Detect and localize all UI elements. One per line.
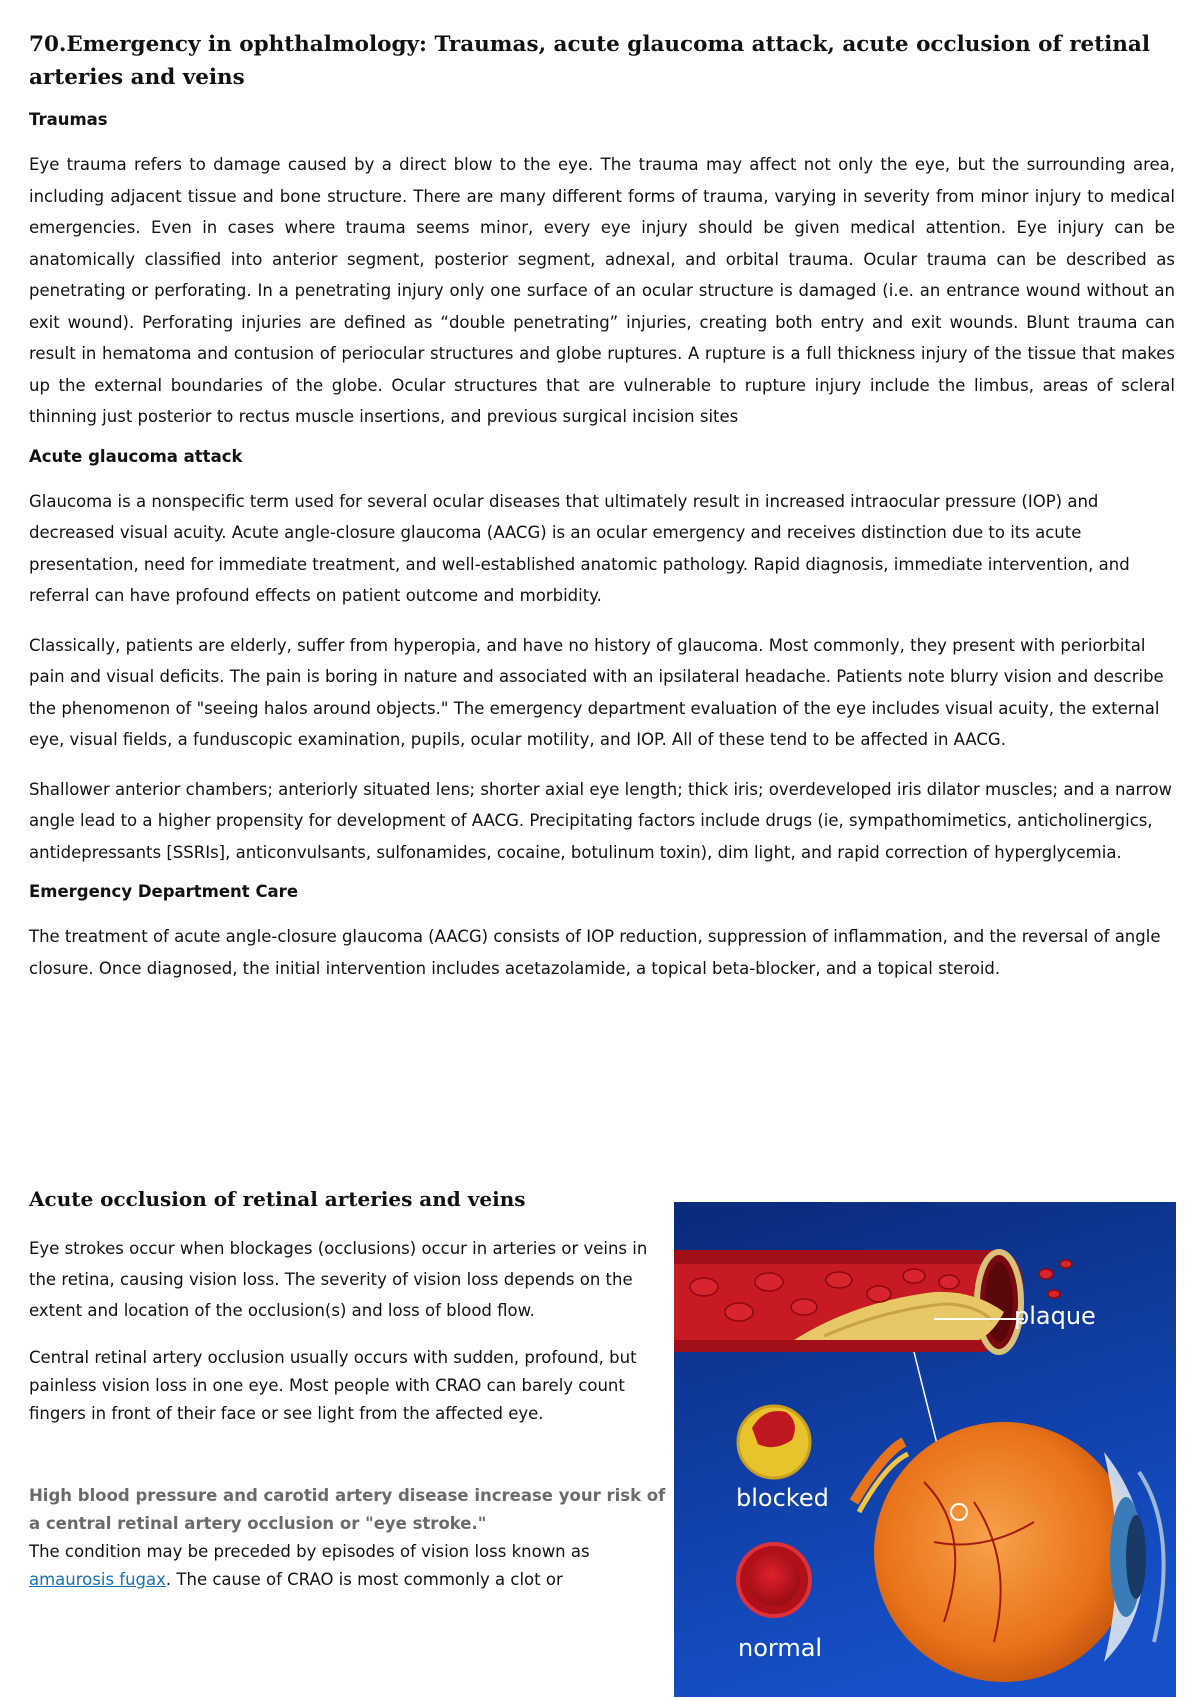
traumas-heading: Traumas <box>29 110 108 129</box>
occlusion-section <box>29 1185 669 1594</box>
blocked-vessel-icon <box>738 1406 810 1478</box>
normal-label: normal <box>738 1634 823 1662</box>
plaque-label: plaque <box>1014 1302 1096 1330</box>
normal-vessel-icon <box>738 1544 810 1616</box>
risk-highlight: High blood pressure and carotid artery disease increase your risk of a central retinal artery occlusion or "eye stroke." <box>29 1486 666 1533</box>
occlusion-paragraph-1: Eye strokes occur when blockages (occlusions) occur in arteries or veins in the retina, causing vision loss. The severity of vision loss depends on the extent and location of the occlusion(s) and loss of blood flow. <box>29 1239 648 1320</box>
glaucoma-heading: Acute glaucoma attack <box>29 446 243 466</box>
occlusion-paragraph-2: Central retinal artery occlusion usually occurs with sudden, profound, but painless vision loss in one eye. Most people with CRAO can barely count fingers in front of their face or see light from the affected eye. <box>29 1348 637 1423</box>
illustration-svg <box>674 1202 1176 1697</box>
artery-occlusion-illustration <box>674 1202 1176 1697</box>
page-title: 70.Emergency in ophthalmology: Traumas, acute glaucoma attack, acute occlusion of retinal arteries and veins <box>29 32 1151 90</box>
traumas-paragraph: Eye trauma refers to damage caused by a direct blow to the eye. The trauma may affect not only the eye, but the surrounding area, including adjacent tissue and bone structure. There are many different forms of trauma, varying in severity from minor injury to medical emergencies. Even in cases where trauma seems minor, every eye injury should be given medical attention. Eye injury can be anatomically classified into anterior segment, posterior segment, adnexal, and orbital trauma. Ocular trauma can be described as penetrating or perforating. In a penetrating injury only one surface of an ocular structure is damaged (i.e. an entrance wound without an exit wound). Perforating injuries are defined as “double penetrating” injuries, creating both entry and exit wounds. Blunt trauma can result in hematoma and contusion of periocular structures and globe ruptures. A rupture is a full thickness injury of the tissue that makes up the external boundaries of the globe. Ocular structures that are vulnerable to rupture injury include the limbus, areas of scleral thinning just posterior to rectus muscle insertions, and previous surgical incision sites <box>29 155 1175 426</box>
glaucoma-paragraph-1: Glaucoma is a nonspecific term used for several ocular diseases that ultimately result in increased intraocular pressure (IOP) and decreased visual acuity. Acute angle-closure glaucoma (AACG) is an ocular emergency and receives distinction due to its acute presentation, need for immediate treatment, and well-established anatomic pathology. Rapid diagnosis, immediate intervention, and referral can have profound effects on patient outcome and morbidity. <box>29 491 1130 605</box>
emergency-care-heading: Emergency Department Care <box>29 882 299 901</box>
paragraph-3-start: The condition may be preceded by episodes of vision loss known as <box>29 1542 590 1561</box>
blocked-label: blocked <box>736 1484 829 1512</box>
occlusion-paragraph-3 <box>29 1538 669 1594</box>
amaurosis-fugax-link[interactable]: amaurosis fugax <box>29 1570 166 1589</box>
document-page <box>29 22 1175 984</box>
occlusion-heading: Acute occlusion of retinal arteries and veins <box>29 1187 526 1211</box>
paragraph-3-end: . The cause of CRAO is most commonly a clot or <box>165 1570 563 1589</box>
emergency-care-paragraph: The treatment of acute angle-closure glaucoma (AACG) consists of IOP reduction, suppression of inflammation, and the reversal of angle closure. Once diagnosed, the initial intervention includes acetazolamide, a topical beta-blocker, and a topical steroid. <box>29 927 1161 978</box>
glaucoma-paragraph-2: Classically, patients are elderly, suffer from hyperopia, and have no history of glaucoma. Most commonly, they present with periorbital pain and visual deficits. The pain is boring in nature and associated with an ipsilateral headache. Patients note blurry vision and describe the phenomenon of "seeing halos around objects." The emergency department evaluation of the eye includes visual acuity, the external eye, visual fields, a funduscopic examination, pupils, ocular motility, and IOP. All of these tend to be affected in AACG. <box>29 635 1164 749</box>
glaucoma-paragraph-3: Shallower anterior chambers; anteriorly situated lens; shorter axial eye length; thick iris; overdeveloped iris dilator muscles; and a narrow angle lead to a higher propensity for development of AACG. Precipitating factors include drugs (ie, sympathomimetics, anticholinergics, antidepressants [SSRIs], anticonvulsants, sulfonamides, cocaine, botulinum toxin), dim light, and rapid correction of hyperglycemia. <box>29 779 1173 862</box>
